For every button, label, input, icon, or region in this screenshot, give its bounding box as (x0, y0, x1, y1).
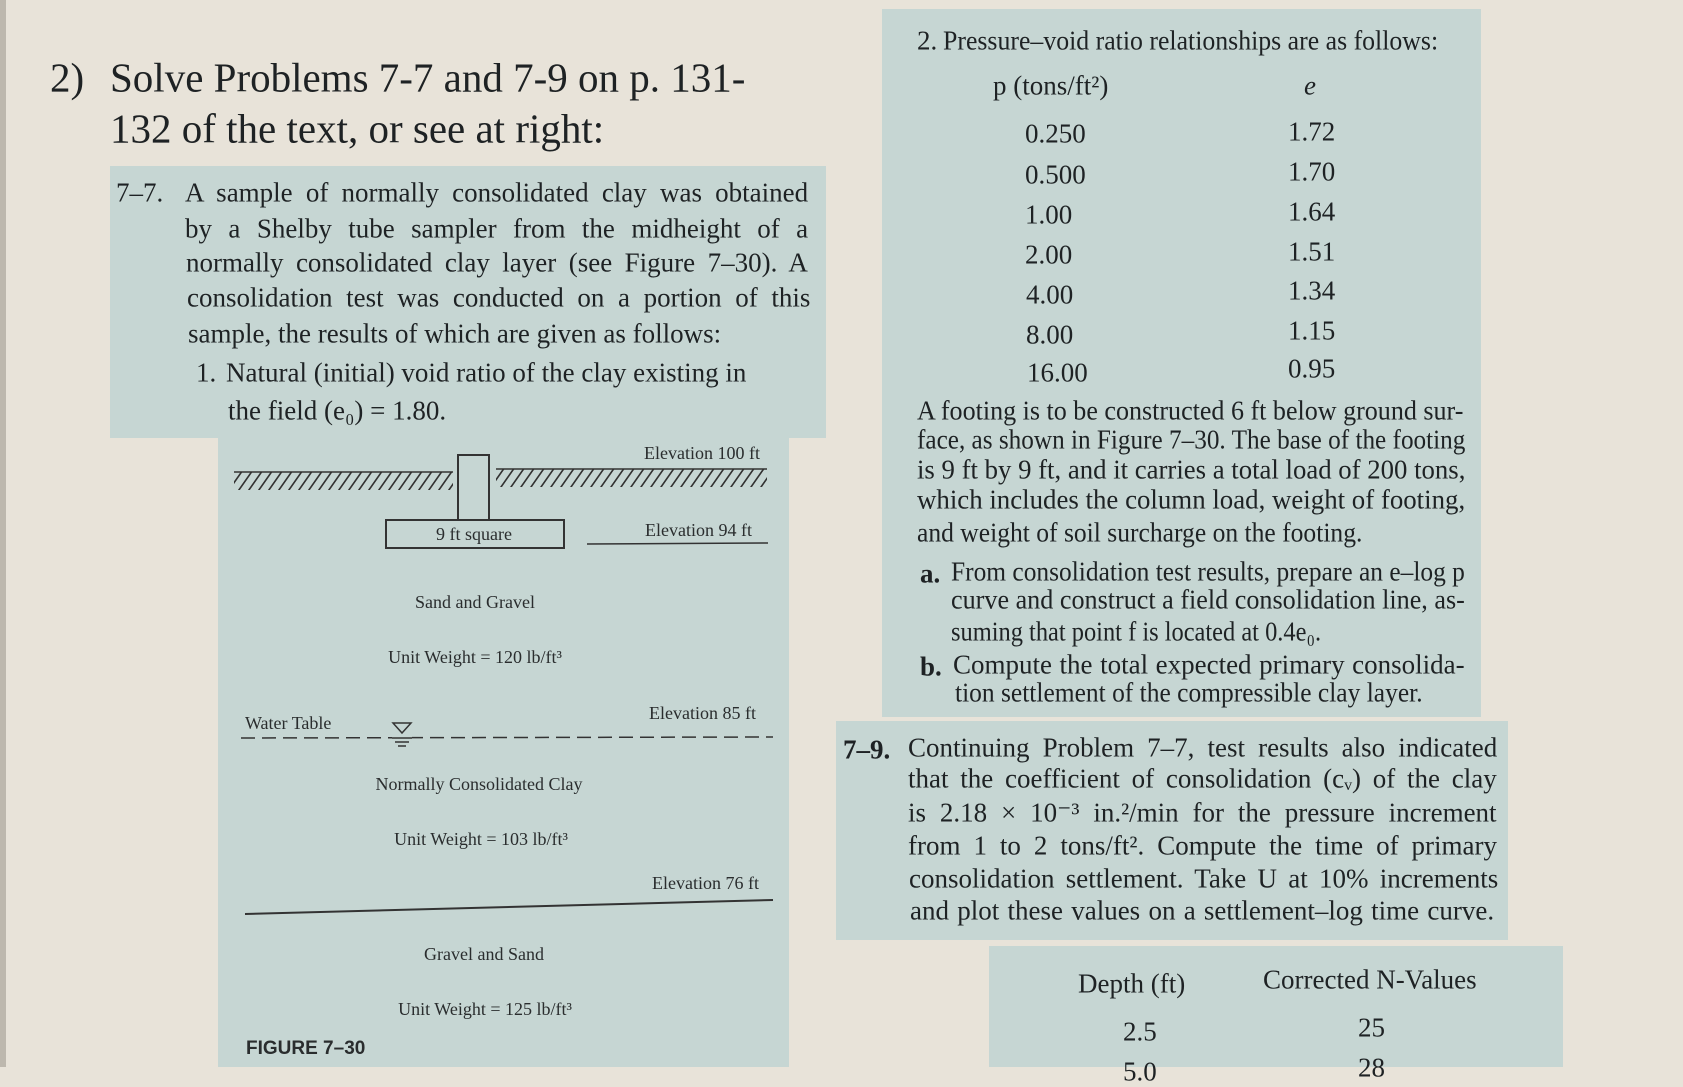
item-1-line1: Natural (initial) void ratio of the clay existing in (226, 357, 747, 388)
table-header-pressure: p (tons/ft²) (993, 70, 1109, 101)
part-a-line: curve and construct a field consolidation line, as- (951, 584, 1465, 615)
ground-hatch-left (234, 472, 453, 490)
elevation-85-label: Elevation 85 ft (649, 703, 756, 723)
table-cell-e: 1.51 (1288, 236, 1336, 267)
elevation-76-label: Elevation 76 ft (652, 873, 759, 893)
table-cell-p: 0.500 (1025, 159, 1086, 190)
figure-caption: FIGURE 7–30 (246, 1038, 366, 1059)
table-cell-p: 2.00 (1025, 239, 1073, 270)
problem-7-7-label: 7–7. (116, 177, 164, 208)
table-cell-e: 1.72 (1288, 116, 1336, 147)
ground-hatch-right (496, 469, 767, 487)
table-header-void-ratio: e (1304, 70, 1316, 101)
water-table-line (241, 737, 773, 738)
part-a-label: a. (920, 558, 941, 589)
part-b-label: b. (920, 651, 942, 682)
footing-paragraph-line: face, as shown in Figure 7–30. The base of the footing (917, 424, 1466, 455)
footing-label: 9 ft square (436, 524, 512, 544)
problem-7-9-line: and plot these values on a settlement–log time curve. (910, 895, 1495, 926)
table-cell-e: 0.95 (1288, 353, 1336, 384)
table-cell-e: 1.34 (1288, 275, 1336, 306)
table-cell-p: 0.250 (1025, 118, 1086, 149)
problem-7-9-line: that the coefficient of consolidation (cᵥ) of the clay (908, 763, 1497, 794)
question-heading-line1: Solve Problems 7-7 and 7-9 on p. 131- (110, 54, 746, 101)
problem-7-9-line: from 1 to 2 tons/ft². Compute the time of primary (908, 830, 1498, 861)
layer1-name: Sand and Gravel (415, 592, 535, 612)
item-2-label: 2. (917, 25, 938, 56)
n-table-header-depth: Depth (ft) (1078, 968, 1186, 999)
part-a-line: suming that point f is located at 0.4e₀. (951, 616, 1322, 647)
table-cell-p: 1.00 (1025, 199, 1073, 230)
part-b-line: Compute the total expected primary consolida- (953, 649, 1465, 680)
elevation-94-label: Elevation 94 ft (645, 520, 752, 540)
n-table-header-n: Corrected N-Values (1263, 964, 1477, 995)
item-2-text: Pressure–void ratio relationships are as follows: (943, 25, 1439, 56)
elevation-100-label: Elevation 100 ft (644, 443, 760, 463)
footing-paragraph-line: and weight of soil surcharge on the footing. (917, 517, 1363, 548)
layer3-weight: Unit Weight = 125 lb/ft³ (398, 999, 572, 1019)
layer2-name: Normally Consolidated Clay (375, 774, 583, 794)
column (458, 455, 489, 520)
table-cell-e: 1.64 (1288, 196, 1336, 227)
problem-7-9-label: 7–9. (843, 734, 891, 765)
question-heading-line2: 132 of the text, or see at right: (110, 105, 605, 152)
problem-7-7-line: by a Shelby tube sampler from the midheight of a (185, 213, 809, 244)
n-table-cell-n: 28 (1358, 1052, 1385, 1083)
problem-7-9-line: Continuing Problem 7–7, test results also indicated (908, 732, 1498, 763)
question-number: 2) (50, 54, 85, 101)
footing-base-line (587, 543, 768, 544)
n-table-cell-depth: 2.5 (1123, 1016, 1157, 1047)
table-cell-e: 1.15 (1288, 315, 1336, 346)
layer1-weight: Unit Weight = 120 lb/ft³ (388, 647, 562, 667)
table-cell-p: 4.00 (1026, 279, 1074, 310)
problem-7-9-line: is 2.18 × 10⁻³ in.²/min for the pressure increment (908, 797, 1497, 828)
item-1-line2: the field (e₀) = 1.80. (228, 395, 447, 426)
layer2-weight: Unit Weight = 103 lb/ft³ (394, 829, 568, 849)
water-table-icon (392, 723, 412, 746)
table-cell-p: 8.00 (1026, 319, 1074, 350)
problem-7-7-line: normally consolidated clay layer (see Figure 7–30). A (186, 247, 808, 278)
footing-paragraph-line: is 9 ft by 9 ft, and it carries a total load of 200 tons, (917, 454, 1466, 485)
problem-7-7-line: sample, the results of which are given as follows: (188, 318, 722, 349)
layer3-name: Gravel and Sand (424, 944, 544, 964)
water-table-label: Water Table (245, 713, 332, 733)
problem-7-9-line: consolidation settlement. Take U at 10% increments (909, 863, 1499, 894)
clay-bottom-line (245, 900, 773, 914)
problem-7-7-line: A sample of normally consolidated clay was obtained (185, 177, 809, 208)
n-table-cell-depth: 5.0 (1123, 1056, 1157, 1087)
table-cell-e: 1.70 (1288, 156, 1336, 187)
part-a-line: From consolidation test results, prepare an e–log p (951, 556, 1465, 587)
problem-7-7-line: consolidation test was conducted on a portion of this (187, 282, 811, 313)
item-1-label: 1. (196, 357, 217, 388)
footing-paragraph-line: A footing is to be constructed 6 ft below ground sur- (917, 395, 1464, 426)
n-table-cell-n: 25 (1358, 1012, 1385, 1043)
table-cell-p: 16.00 (1027, 357, 1088, 388)
footing-paragraph-line: which includes the column load, weight of footing, (917, 484, 1466, 515)
part-b-line: tion settlement of the compressible clay layer. (955, 677, 1423, 708)
